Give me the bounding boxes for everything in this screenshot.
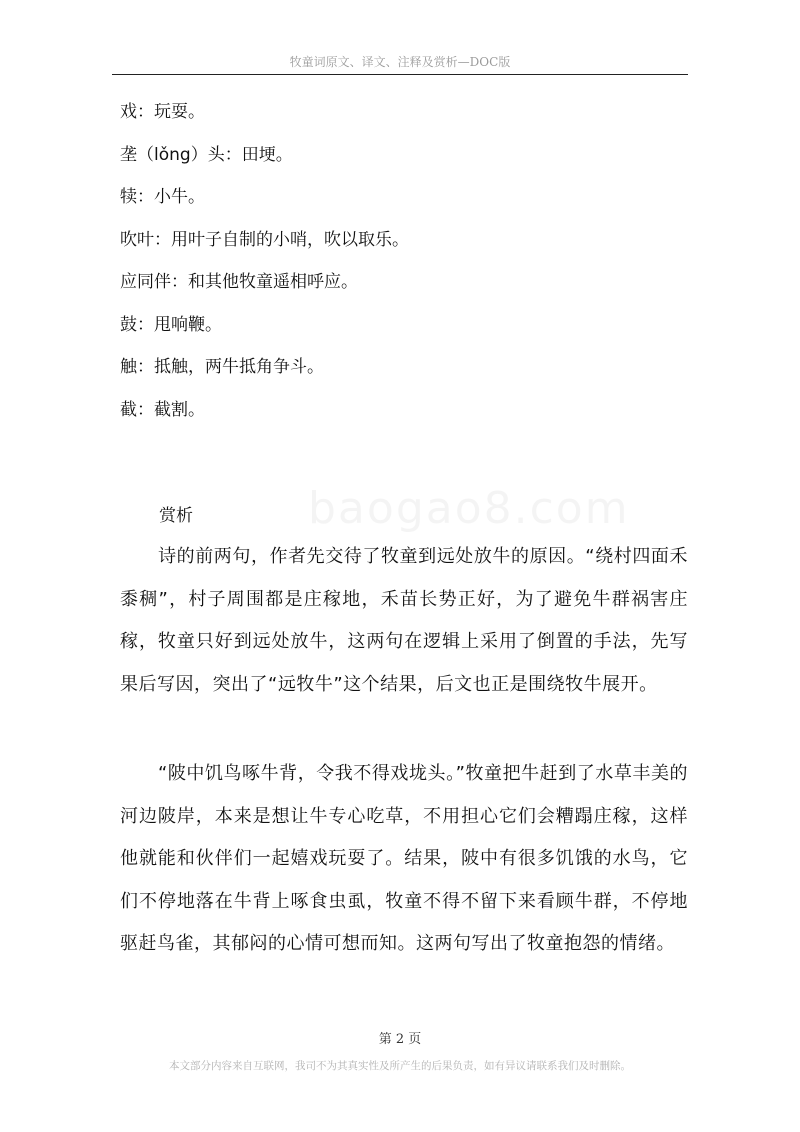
annotation-item: 鼓：甩响鞭。 <box>120 314 222 335</box>
analysis-paragraph-2 <box>120 753 688 966</box>
analysis-paragraph-1-text: 诗的前两句，作者先交待了牧童到远处放牛的原因。“绕村四面禾黍稠”，村子周围都是庄稼地，禾苗长势正好，为了避免牛群祸害庄稼，牧童只好到远处放牛，这两句在逻辑上采用了倒置的手法，先写果后写因，突出了“远牧牛”这个结果，后文也正是围绕牧牛展开。 <box>120 546 688 695</box>
document-header-title: 牧童词原文、译文、注释及赏析—DOC版 <box>289 55 511 69</box>
annotation-item: 吹叶：用叶子自制的小哨，吹以取乐。 <box>120 229 409 250</box>
annotation-item: 犊：小牛。 <box>120 187 205 207</box>
annotation-item: 戏：玩耍。 <box>120 102 205 122</box>
annotation-list <box>120 102 690 442</box>
header-divider <box>112 74 688 75</box>
annotation-item: 垄（lǒng）头：田埂。 <box>120 144 293 165</box>
watermark <box>308 483 630 534</box>
annotation-item: 触：抵触，两牛抵角争斗。 <box>120 357 324 377</box>
page-number: 第 2 页 <box>378 1032 422 1047</box>
annotation-item: 应同伴：和其他牧童遥相呼应。 <box>120 272 358 292</box>
footer-disclaimer: 本文部分内容来自互联网，我司不为其真实性及所产生的后果负责，如有异议请联系我们及时删除。 <box>169 1060 631 1072</box>
analysis-heading: 赏析 <box>159 506 193 526</box>
analysis-paragraph-2-text: “陂中饥鸟啄牛背，令我不得戏垅头。”牧童把牛赶到了水草丰美的河边陂岸，本来是想让牛专心吃草，不用担心它们会糟蹋庄稼，这样他就能和伙伴们一起嬉戏玩耍了。结果，陂中有很多饥饿的水鸟，它们不停地落在牛背上啄食虫虱，牧童不得不留下来看顾牛群，不停地驱赶鸟雀，其郁闷的心情可想而知。这两句写出了牧童抱怨的情绪。 <box>120 763 688 954</box>
analysis-paragraph-1 <box>120 536 688 706</box>
annotation-item: 截：截割。 <box>120 399 205 420</box>
